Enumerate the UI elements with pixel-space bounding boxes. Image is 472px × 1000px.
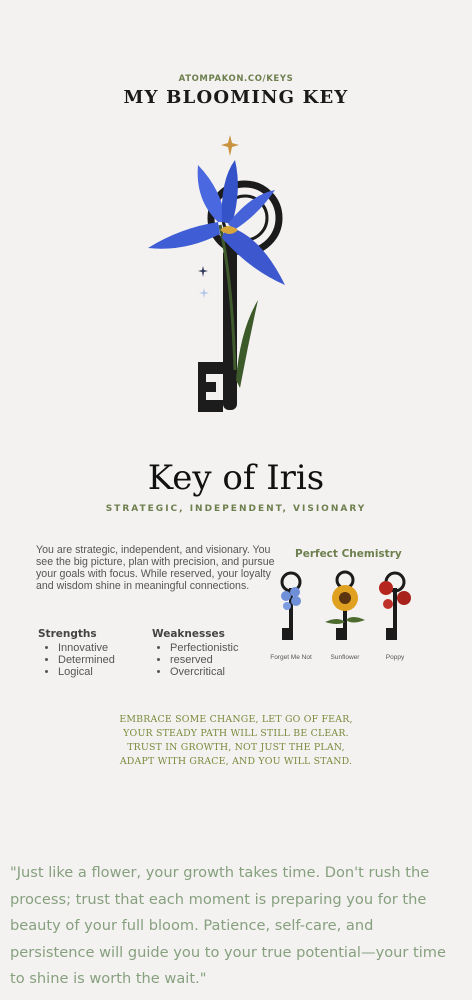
light-sparkle-icon <box>199 288 209 298</box>
chemistry-item-forget-me-not <box>266 570 316 665</box>
encouragement-quote: "Just like a flower, your growth takes time. Don't rush the process; trust that each moment is preparing you for the beauty of your full bloom. Patience, self-care, and persistence will guide you to your true potential—your time to shine is worth the wait." <box>10 864 447 987</box>
key-shaft <box>223 248 237 410</box>
weaknesses-list <box>150 642 238 678</box>
list-item: • Perfectionistic <box>170 642 238 654</box>
list-item: • Innovative <box>58 642 115 654</box>
key-traits: STRATEGIC, INDEPENDENT, VISIONARY <box>105 504 367 514</box>
list-item: • Logical <box>58 666 115 678</box>
iris-petal-top <box>222 160 238 224</box>
key-description: You are strategic, independent, and visionary. You see the big picture, plan with precision, and pursue your goals with focus. While reserved, your loyalty and wisdom shine in meaningful connections. <box>36 544 275 592</box>
iris-leaf <box>236 300 258 388</box>
strengths-title: Strengths <box>38 628 97 640</box>
weaknesses-title: Weaknesses <box>152 628 225 640</box>
sunflower-key-icon <box>320 570 370 648</box>
poem-line: TRUST IN GROWTH, NOT JUST THE PLAN, <box>127 742 345 753</box>
list-item: • Determined <box>58 654 115 666</box>
poppy-key-icon <box>370 570 420 648</box>
key-name: Key of Iris <box>147 458 325 498</box>
chemistry-item-poppy <box>370 570 420 665</box>
chemistry-label: Forget Me Not <box>270 654 312 661</box>
chemistry-label: Sunflower <box>330 654 360 661</box>
card-title: MY BLOOMING KEY <box>123 87 349 108</box>
key-bit <box>198 362 223 412</box>
chemistry-label: Poppy <box>385 654 405 661</box>
dark-sparkle-icon <box>198 266 208 277</box>
list-item: • Overcritical <box>170 666 238 678</box>
poem-line: ADAPT WITH GRACE, AND YOU WILL STAND. <box>119 756 353 767</box>
iris-petal-left <box>148 222 220 249</box>
poem-line: YOUR STEADY PATH WILL STILL BE CLEAR. <box>123 728 349 739</box>
forget-me-not-key-icon <box>266 570 316 648</box>
gold-sparkle-icon <box>221 135 239 156</box>
list-item: • reserved <box>170 654 238 666</box>
strengths-list <box>38 642 115 678</box>
chemistry-title: Perfect Chemistry <box>295 548 402 560</box>
poem <box>0 713 472 769</box>
site-url: ATOMPAKON.CO/KEYS <box>178 74 294 84</box>
poem-line: EMBRACE SOME CHANGE, LET GO OF FEAR, <box>119 714 353 725</box>
chemistry-item-sunflower <box>320 570 370 665</box>
iris-key-illustration <box>140 130 320 420</box>
